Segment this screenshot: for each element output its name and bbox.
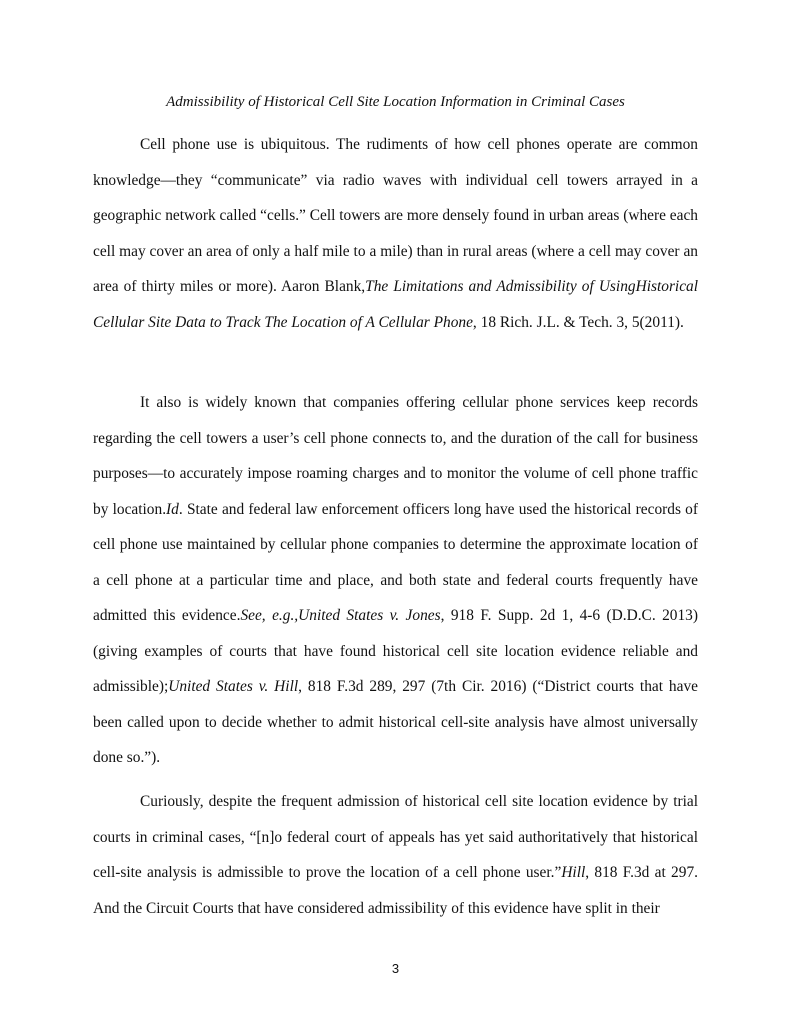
body-text: , 918 F. Supp. 2d 1, 4-6 (D.D.C. 2013) (giving examples of courts that have found historical cell site location evidence reliable and admissible); [93, 607, 698, 695]
body-text: , 818 F.3d at 297. And the Circuit Courts that have considered admissibility of this evidence have split in their [93, 864, 698, 917]
document-title: Admissibility of Historical Cell Site Location Information in Criminal Cases [166, 94, 625, 110]
citation-italic-text: Hill [561, 864, 586, 881]
citation-italic-text: United States v. Hill [168, 678, 299, 695]
paragraph-2 [93, 385, 698, 776]
body-text: Curiously, despite the frequent admission of historical cell site location evidence by trial courts in criminal cases, “[n]o federal court of appeals has yet said authoritatively that historical cell-site analysis is admissible to prove the location of a cell phone user.” [93, 793, 698, 881]
paragraph-1 [93, 127, 698, 340]
body-text: It also is widely known that companies offering cellular phone services keep records regarding the cell towers a user’s cell phone connects to, and the duration of the call for business purposes—to accurately impose roaming charges and to monitor the volume of cell phone traffic by location. [93, 394, 698, 518]
citation-italic-text: The Limitations and Admissibility of UsingHistorical Cellular Site Data to Track The Location of A Cellular Phone [93, 278, 699, 331]
paragraph-3 [93, 784, 698, 926]
body-text: . State and federal law enforcement officers long have used the historical records of cell phone use maintained by cellular phone companies to determine the approximate location of a cell phone at a particular time and place, and both state and federal courts frequently have admitted this evidence. [93, 500, 698, 624]
body-text: , 818 F.3d 289, 297 (7th Cir. 2016) (“District courts that have been called upon to decide whether to admit historical cell-site analysis have almost universally done so.”). [93, 678, 698, 766]
citation-italic-text: See, e.g.,United States v. Jones [240, 607, 441, 624]
page-number: 3 [391, 961, 400, 976]
body-text: Cell phone use is ubiquitous. The rudiments of how cell phones operate are common knowledge—they “communicate” via radio waves with individual cell towers arrayed in a geographic network called “cells.” Cell towers are more densely found in urban areas (where each cell may cover an area of only a half mile to a mile) than in rural areas (where a cell may cover an area of thirty miles or more). Aaron Blank, [93, 136, 698, 295]
body-text: , 18 Rich. J.L. & Tech. 3, 5(2011). [472, 313, 684, 331]
citation-italic-text: Id [166, 500, 179, 518]
